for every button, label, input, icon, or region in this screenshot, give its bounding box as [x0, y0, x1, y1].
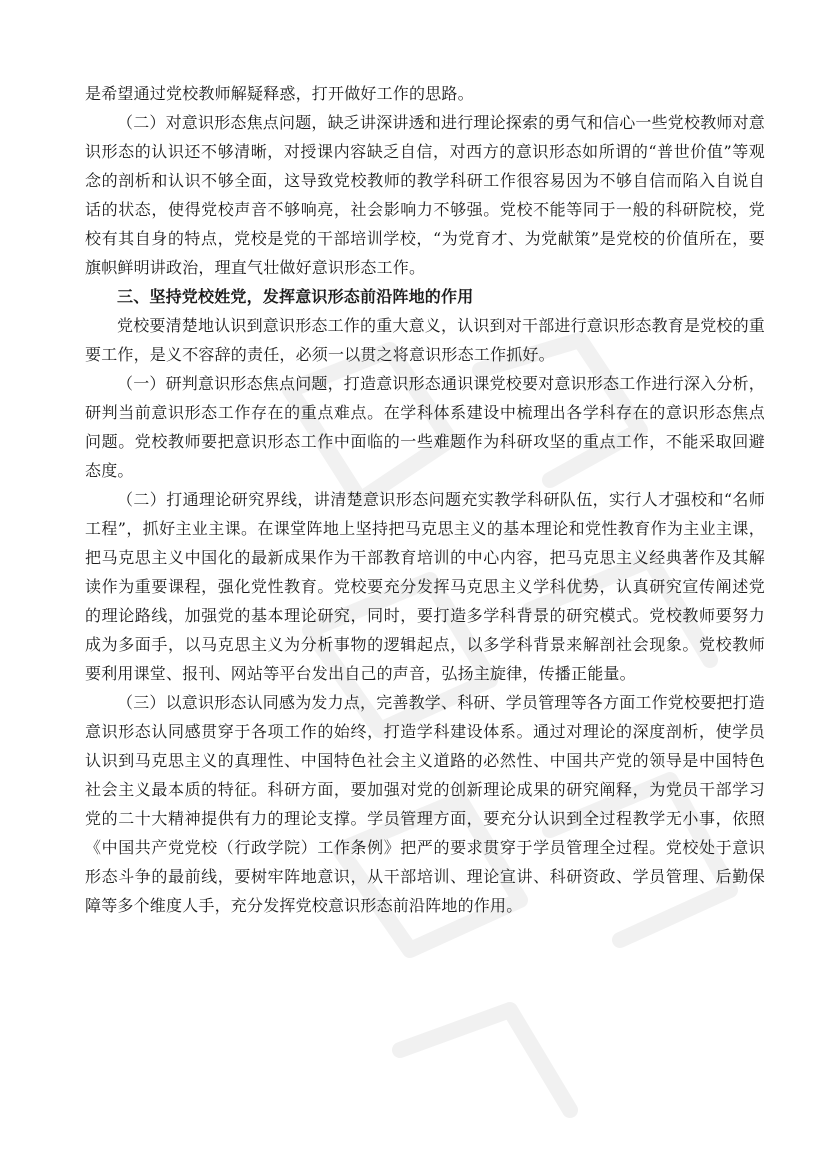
- paragraph-item-three: （三）以意识形态认同感为发力点，完善教学、科研、学员管理等各方面工作党校要把打造意识形态认同感贯穿于各项工作的始终，打造学科建设体系。通过对理论的深度剖析，使学员认识到马克思主义的真理性、中国特色社会主义道路的必然性、中国共产党的领导是中国特色社会主义最本质的特征。科研方面，要加强对党的创新理论成果的研究阐释，为党员干部学习党的二十大精神提供有力的理论支撑。学员管理方面，要充分认识到全过程教学无小事，依照《中国共产党党校（行政学院）工作条例》把严的要求贯穿于学员管理全过程。党校处于意识形态斗争的最前线，要树牢阵地意识，从干部培训、理论宣讲、科研资政、学员管理、后勤保障等多个维度人手，充分发挥党校意识形态前沿阵地的作用。: [85, 693, 766, 915]
- paragraph-item-two: （二）打通理论研究界线，讲清楚意识形态问题充实教学科研队伍，实行人才强校和“名师工程”，抓好主业主课。在课堂阵地上坚持把马克思主义的基本理论和党性教育作为主业主课，把马克思主义中国化的最新成果作为干部教育培训的中心内容，把马克思主义经典著作及其解读作为重要课程，强化党性教育。党校要充分发挥马克思主义学科优势，认真研究宣传阐述党的理论路线，加强党的基本理论研究，同时，要打造多学科背景的研究模式。党校教师要努力成为多面手，以马克思主义为分析事物的逻辑起点，以多学科背景来解剖社会现象。党校教师要利用课堂、报刊、网站等平台发出自己的声音，弘扬主旋律，传播正能量。: [85, 490, 765, 683]
- paragraph-ideology-confidence: （二）对意识形态焦点问题，缺乏讲深讲透和进行理论探索的勇气和信心一些党校教师对意识形态的认识还不够清晰，对授课内容缺乏自信，对西方的意识形态如所谓的“普世价值”等观念的剖析和认识不够全面，这导致党校教师的教学科研工作很容易因为不够自信而陷入自说自话的状态，使得党校声音不够响亮，社会影响力不够强。党校不能等同于一般的科研院校，党校有其自身的特点，党校是党的干部培训学校，“为党育才、为党献策”是党校的价值所在，要旗帜鲜明讲政治，理直气壮做好意识形态工作。: [85, 113, 766, 277]
- paragraph-section-intro: 党校要清楚地认识到意识形态工作的重大意义，认识到对干部进行意识形态教育是党校的重要工作，是义不容辞的责任，必须一以贯之将意识形态工作抓好。: [85, 316, 766, 364]
- document-body: [85, 79, 765, 920]
- section-heading-three: 三、坚持党校姓党，发挥意识形态前沿阵地的作用: [117, 287, 474, 306]
- paragraph-continuation: 是希望通过党校教师解疑释惑，打开做好工作的思路。: [85, 84, 474, 103]
- paragraph-item-one: （一）研判意识形态焦点问题，打造意识形态通识课党校要对意识形态工作进行深入分析，研判当前意识形态工作存在的重点难点。在学科体系建设中梳理出各学科存在的意识形态焦点问题。党校教师要把意识形态工作中面临的一些难题作为科研攻坚的重点工作，不能采取回避态度。: [85, 374, 766, 480]
